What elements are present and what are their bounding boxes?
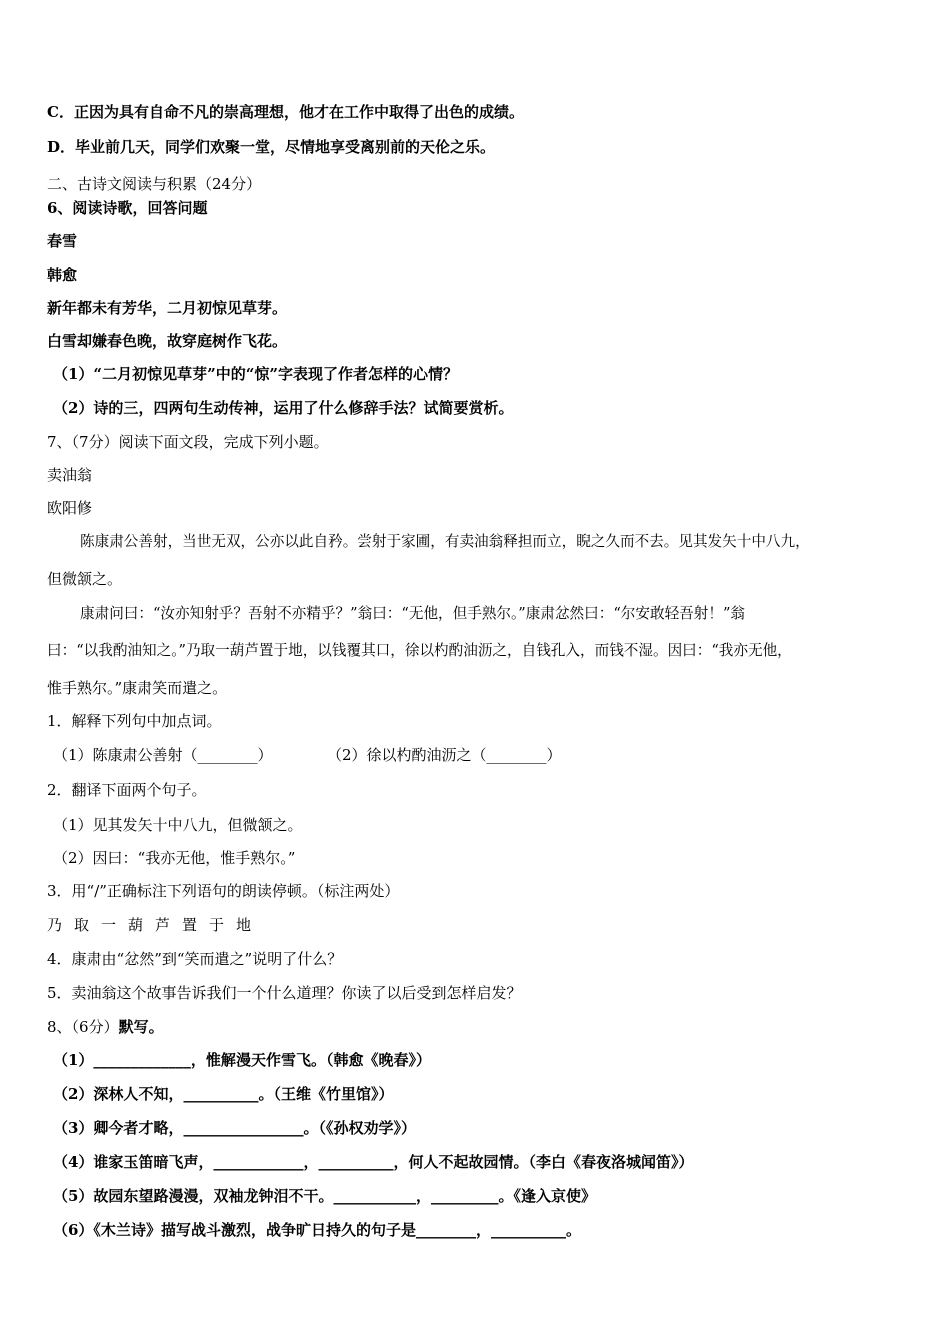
q8-item: （4）谁家玉笛暗飞声，____________，__________，何人不起故园情。（李白《春夜洛城闻笛》） [53, 1153, 694, 1171]
poem-line: 新年都未有芳华，二月初惊见草芽。 [47, 299, 288, 317]
q8-item: （1）_____________，惟解漫天作雪飞。（韩愈《晚春》） [53, 1051, 431, 1069]
q8-item: （6）《木兰诗》描写战斗激烈，战争旷日持久的句子是________，__________。 [53, 1221, 581, 1239]
poem-line: 白雪却嫌春色晚，故穿庭树作飞花。 [47, 332, 288, 350]
q6-sub-question: （2）诗的三，四两句生动传神，运用了什么修辞手法？试简要赏析。 [53, 399, 514, 417]
q6-sub-question: （1）“二月初惊见草芽”中的“惊”字表现了作者怎样的心情？ [53, 365, 458, 383]
q8-item: （5）故园东望路漫漫，双袖龙钟泪不干。___________，_________。《逢入京使》 [53, 1187, 596, 1205]
passage-line: 但微颔之。 [47, 570, 123, 588]
option-d: D．毕业前几天，同学们欢聚一堂，尽情地享受离别前的天伦之乐。 [47, 138, 496, 156]
q7-sub-question: 2．翻译下面两个句子。 [47, 781, 207, 799]
q7-sub-item: （1）见其发矢十中八九，但微颔之。 [53, 816, 303, 834]
q7-sub-item: （1）陈康肃公善射（________） [53, 746, 273, 764]
q7-sub-question: 1．解释下列句中加点词。 [47, 712, 222, 730]
q7-stem: 7、（7分）阅读下面文段，完成下列小题。 [47, 433, 329, 451]
q8-item: （2）深林人不知，__________。（王维《竹里馆》） [53, 1085, 394, 1103]
q7-sub-question: 3．用“/”正确标注下列语句的朗读停顿。（标注两处） [47, 882, 400, 900]
passage-line: 陈康肃公善射，当世无双，公亦以此自矜。尝射于家圃，有卖油翁释担而立，睨之久而不去。见其发矢十中八九， [80, 533, 810, 550]
q8-stem-prefix: 8、（6分） [47, 1018, 119, 1036]
q8-stem-bold: 默写。 [118, 1018, 164, 1036]
q7-sub-item: （2）徐以杓酌油沥之（________） [327, 746, 562, 764]
q8-item: （3）卿今者才略，________________。（《孙权劝学》） [53, 1119, 416, 1137]
section-heading: 二、古诗文阅读与积累（24分） [47, 175, 262, 193]
passage-line: 康肃问曰：“汝亦知射乎？吾射不亦精乎？”翁曰：“无他，但手熟尔。”康肃忿然曰：“尔安敢轻吾射！”翁 [80, 605, 745, 622]
option-c: C．正因为具有自命不凡的崇高理想，他才在工作中取得了出色的成绩。 [47, 103, 524, 121]
passage-title: 卖油翁 [47, 466, 93, 484]
q7-sub-question: 5．卖油翁这个故事告诉我们一个什么道理？你读了以后受到怎样启发？ [47, 984, 522, 1002]
poem-title: 春雪 [47, 232, 78, 250]
pause-sentence: 乃取一葫芦置于地 [47, 916, 264, 934]
passage-line: 曰：“以我酌油知之。”乃取一葫芦置于地，以钱覆其口，徐以杓酌油沥之，自钱孔入，而钱不湿。因曰：“我亦无他， [47, 642, 792, 659]
q7-sub-question: 4．康肃由“忿然”到“笑而遣之”说明了什么？ [47, 950, 343, 968]
passage-line: 惟手熟尔。”康肃笑而遣之。 [47, 679, 228, 697]
q6-stem: 6、阅读诗歌，回答问题 [47, 199, 208, 217]
q7-sub-item: （2）因曰：“我亦无他，惟手熟尔。” [53, 849, 296, 867]
poem-author: 韩愈 [47, 266, 78, 284]
passage-author: 欧阳修 [47, 499, 93, 517]
q8-stem [47, 1017, 164, 1037]
